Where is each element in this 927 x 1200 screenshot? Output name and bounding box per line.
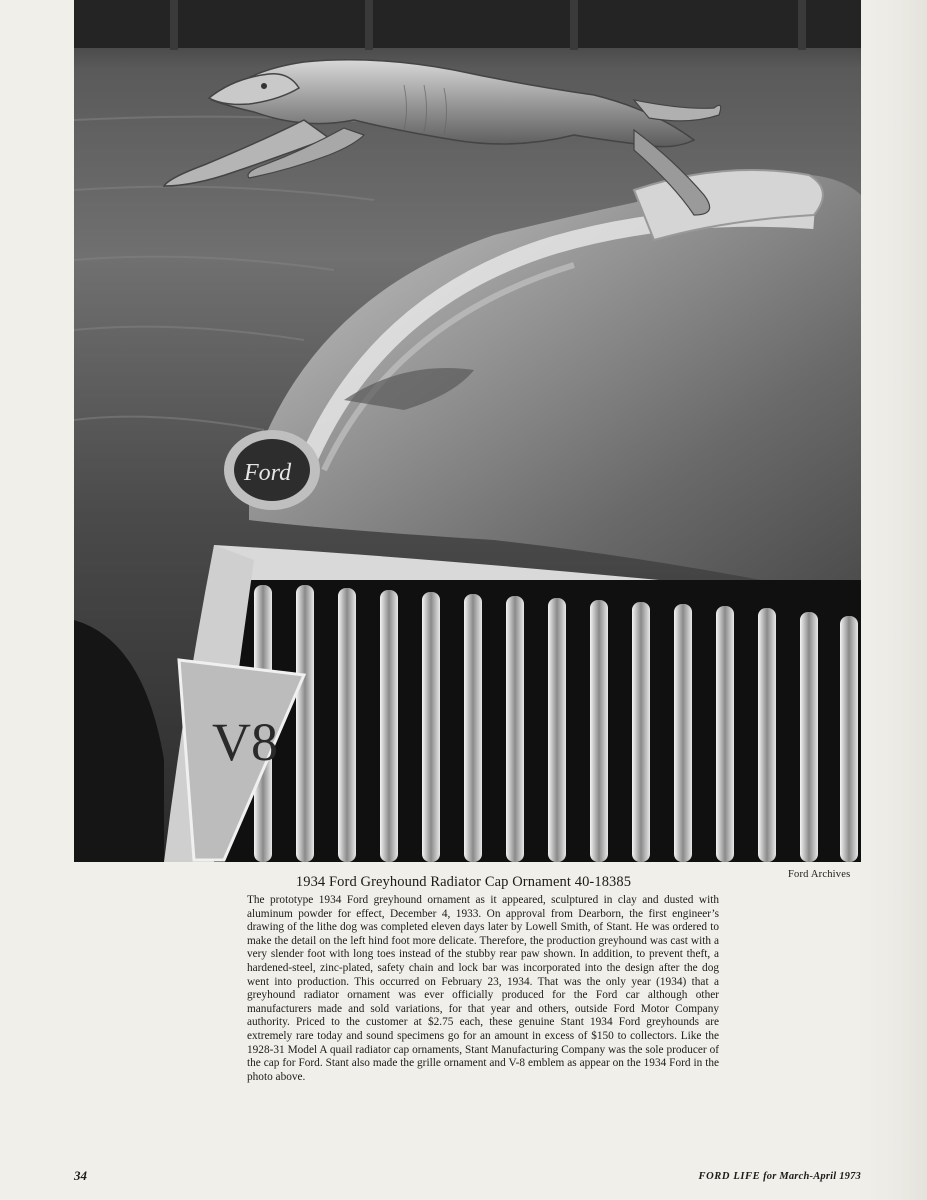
magazine-name: FORD LIFE bbox=[698, 1171, 761, 1182]
ford-badge-text: Ford bbox=[244, 460, 292, 486]
page-edge bbox=[857, 0, 927, 1200]
photo-credit: Ford Archives bbox=[788, 869, 851, 880]
grille bbox=[224, 580, 861, 862]
caption-title: 1934 Ford Greyhound Radiator Cap Ornament 40-18385 bbox=[295, 874, 632, 890]
footer-publication bbox=[699, 1171, 861, 1182]
issue-label: for March-April 1973 bbox=[763, 1171, 861, 1182]
page-number: 34 bbox=[74, 1168, 87, 1183]
v8-emblem-text: V8 bbox=[212, 712, 278, 772]
ford-oval-badge bbox=[224, 430, 320, 510]
car-photo bbox=[74, 0, 861, 862]
caption-body: The prototype 1934 Ford greyhound ornament as it appeared, sculptured in clay and dusted with aluminum powder for effect, December 4, 1933. On approval from Dearborn, the first engineer’s drawing of the lithe dog was completed eleven days later by Lowell Smith, of Stant. He was ordered to make the detail on the left hind foot more delicate. Therefore, the production greyhound was cast with a very slender foot with long toes instead of the stubby rear paw shown. In addition, to prevent theft, a hardened-steel, zinc-plated, safety chain and lock bar was incorporated into the design after the dog went into production. This occurred on February 23, 1934. That was the only year (1934) that a greyhound radiator ornament was ever officially produced for the Ford car although other manufacturers made and sold variations, for that year and others, outside Ford Motor Company authority. Priced to the customer at $2.75 each, these genuine Stant 1934 Ford greyhounds are extremely rare today and sound specimens go for an amount in excess of $150 to collectors. Like the 1928-31 Model A quail radiator cap ornaments, Stant Manufacturing Company was the sole producer of the cap for Ford. Stant also made the grille ornament and V-8 emblem as appear on the 1934 Ford in the photo above. bbox=[247, 894, 719, 1083]
